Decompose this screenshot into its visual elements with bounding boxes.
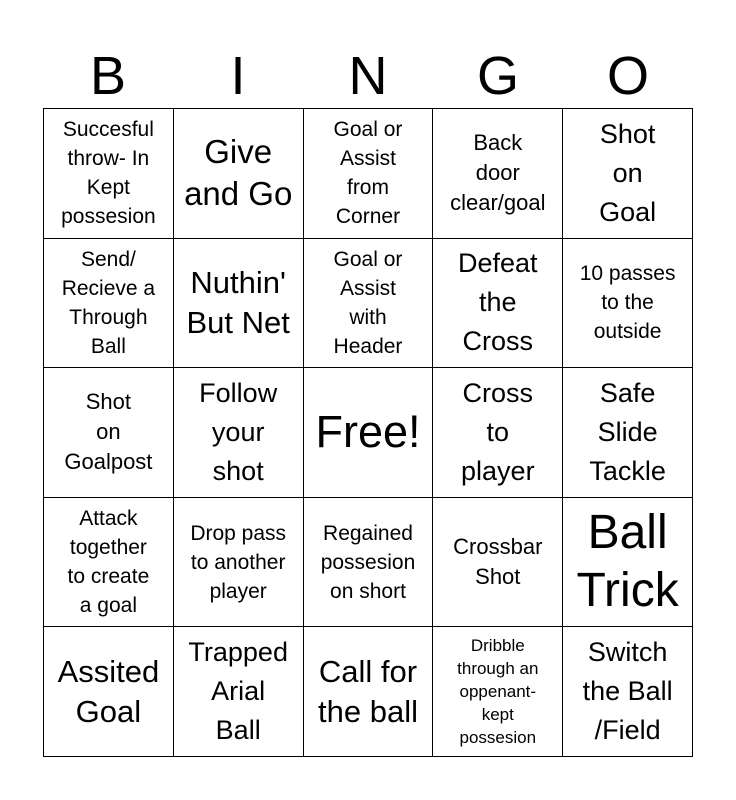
bingo-cell-r3c2[interactable]: Follow your shot — [174, 368, 304, 498]
bingo-cell-r5c2[interactable]: Trapped Arial Ball — [174, 627, 304, 757]
bingo-cell-r2c4[interactable]: Defeat the Cross — [433, 239, 563, 369]
bingo-cell-r1c2[interactable]: Give and Go — [174, 109, 304, 239]
bingo-cell-r2c1[interactable]: Send/ Recieve a Through Ball — [44, 239, 174, 369]
header-letter-n: N — [348, 46, 388, 106]
bingo-cell-r2c5[interactable]: 10 passes to the outside — [563, 239, 693, 369]
bingo-grid — [43, 108, 693, 757]
bingo-cell-r1c5[interactable]: Shot on Goal — [563, 109, 693, 239]
bingo-cell-r3c1[interactable]: Shot on Goalpost — [44, 368, 174, 498]
bingo-cell-r4c1[interactable]: Attack together to create a goal — [44, 498, 174, 628]
bingo-cell-r2c3[interactable]: Goal or Assist with Header — [304, 239, 434, 369]
bingo-cell-r4c2[interactable]: Drop pass to another player — [174, 498, 304, 628]
header-letter-b: B — [89, 46, 127, 106]
bingo-cell-r1c4[interactable]: Back door clear/goal — [433, 109, 563, 239]
header-letter-i: I — [230, 46, 246, 106]
bingo-cell-r3c4[interactable]: Cross to player — [433, 368, 563, 498]
bingo-header — [43, 46, 693, 106]
bingo-cell-r1c1[interactable]: Succesful throw- In Kept possesion — [44, 109, 174, 239]
bingo-cell-r4c3[interactable]: Regained possesion on short — [304, 498, 434, 628]
bingo-cell-r2c2[interactable]: Nuthin' But Net — [174, 239, 304, 369]
bingo-cell-r3c5[interactable]: Safe Slide Tackle — [563, 368, 693, 498]
header-letter-g: G — [476, 46, 519, 106]
bingo-cell-r4c4[interactable]: Crossbar Shot — [433, 498, 563, 628]
bingo-cell-r4c5[interactable]: Ball Trick — [563, 498, 693, 628]
header-letter-o: O — [606, 46, 649, 106]
bingo-cell-free[interactable]: Free! — [304, 368, 434, 498]
bingo-cell-r5c5[interactable]: Switch the Ball /Field — [563, 627, 693, 757]
bingo-cell-r5c4[interactable]: Dribble through an oppenant- kept possesion — [433, 627, 563, 757]
bingo-cell-r5c3[interactable]: Call for the ball — [304, 627, 434, 757]
bingo-cell-r1c3[interactable]: Goal or Assist from Corner — [304, 109, 434, 239]
bingo-cell-r5c1[interactable]: Assited Goal — [44, 627, 174, 757]
